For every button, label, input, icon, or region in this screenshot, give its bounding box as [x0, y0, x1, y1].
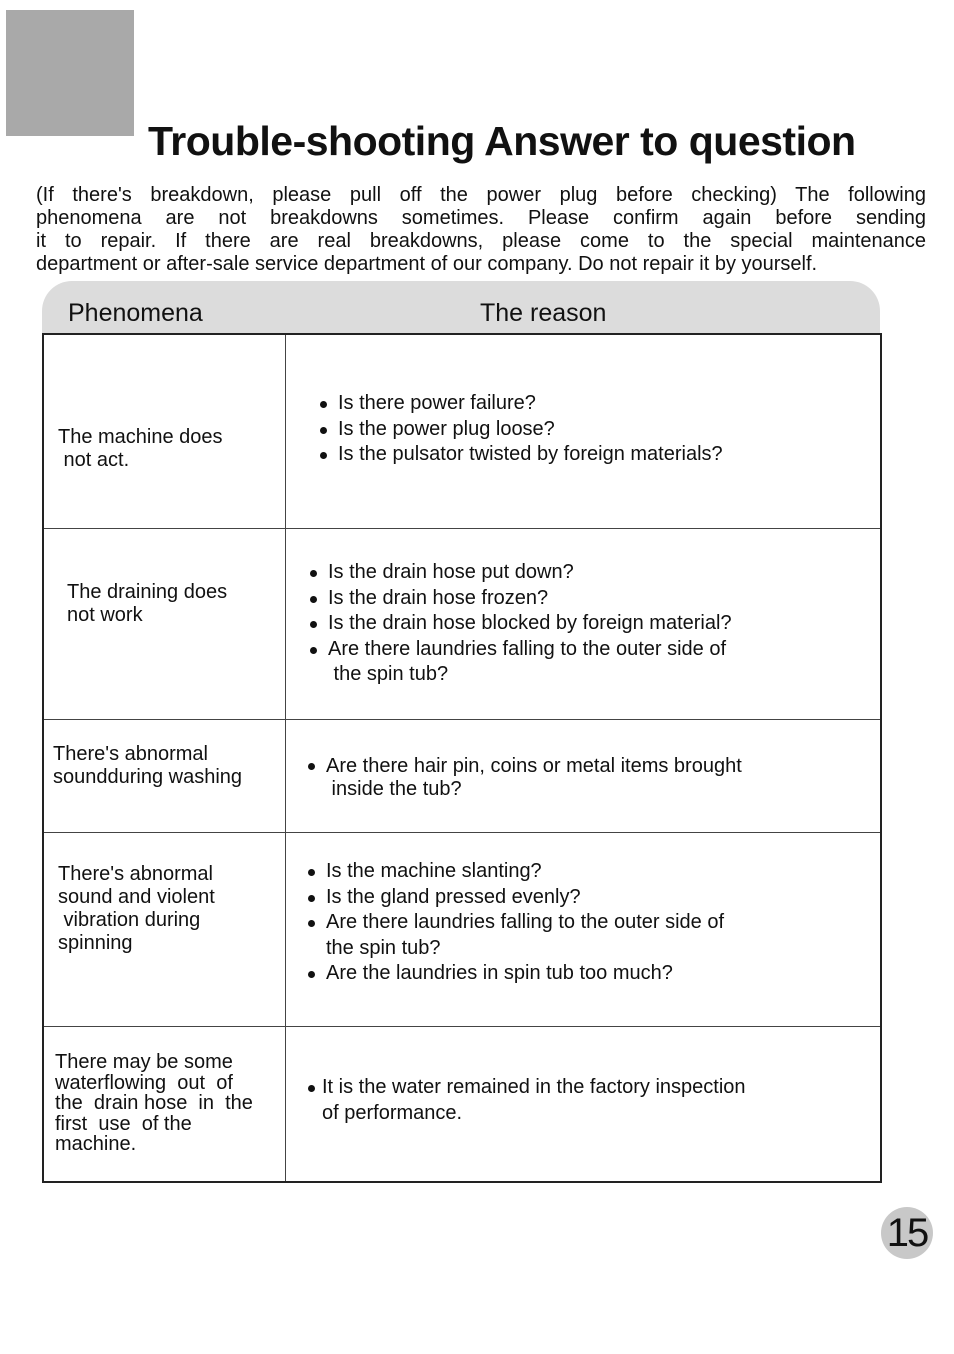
reason-list [306, 755, 742, 801]
list-item [306, 961, 724, 987]
reason-text: the spin tub? [328, 663, 449, 685]
phenomenon-cell [58, 426, 223, 472]
bullet-icon [308, 971, 315, 978]
header-phenomena: Phenomena [68, 299, 203, 327]
reason-list [306, 1075, 746, 1126]
phenomenon-line: not act. [58, 449, 130, 471]
phenomenon-line: not work [67, 604, 143, 626]
bullet-icon [310, 570, 317, 577]
reason-text: Are there hair pin, coins or metal items brought [326, 755, 742, 777]
phenomenon-cell [67, 581, 227, 627]
bullet-icon [308, 869, 315, 876]
reason-list [306, 859, 724, 987]
reason-text: of performance. [322, 1101, 463, 1124]
phenomenon-line: There's abnormal [58, 863, 213, 885]
header-reason: The reason [480, 299, 607, 327]
intro-line: it to repair. If there are real breakdowns, please come to the special maintenance [36, 230, 926, 252]
bullet-icon [320, 401, 327, 408]
table-row [44, 528, 880, 720]
list-item [308, 560, 732, 586]
table-row [44, 1026, 880, 1181]
bullet-icon [308, 1085, 315, 1092]
intro-line: (If there's breakdown, please pull off the power plug before checking) The following [36, 184, 926, 206]
bullet-icon [320, 452, 327, 459]
table-row [44, 719, 880, 833]
phenomenon-line: spinning [58, 932, 133, 954]
bullet-icon [308, 895, 315, 902]
list-item [318, 417, 723, 443]
table-row [44, 335, 880, 529]
reason-text: Is the gland pressed evenly? [326, 885, 581, 908]
bullet-icon [310, 596, 317, 603]
list-item [306, 1075, 746, 1126]
phenomenon-line: There may be some [55, 1051, 233, 1073]
list-item [308, 586, 732, 612]
table-header [42, 281, 880, 334]
list-item [318, 391, 723, 417]
phenomenon-line: The draining does [67, 581, 228, 603]
phenomenon-cell [55, 1052, 281, 1155]
reason-text: Are there laundries falling to the outer side of [326, 911, 725, 933]
reason-list [318, 391, 723, 468]
phenomenon-line: the drain hose in the [55, 1092, 253, 1114]
phenomenon-line: soundduring washing [53, 766, 243, 788]
phenomenon-line: waterflowing out of [55, 1071, 233, 1094]
trouble-table [42, 333, 882, 1183]
phenomenon-line: sound and violent [58, 886, 215, 908]
intro-paragraph [36, 184, 926, 276]
table-row [44, 832, 880, 1027]
list-item [306, 910, 724, 961]
reason-text: the spin tub? [326, 936, 441, 959]
page-title: Trouble-shooting Answer to question [148, 118, 856, 164]
reason-list [308, 560, 732, 688]
intro-line: department or after-sale service department of our company. Do not repair it by yourself. [36, 253, 818, 275]
bullet-icon [308, 920, 315, 927]
phenomenon-line: The machine does [58, 426, 223, 448]
reason-text: Are the laundries in spin tub too much? [326, 962, 673, 984]
reason-text: It is the water remained in the factory inspection [322, 1076, 746, 1098]
reason-text: Is the drain hose frozen? [328, 586, 549, 609]
intro-line: phenomena are not breakdowns sometimes. Please confirm again before sending [36, 207, 926, 229]
reason-text: Is the pulsator twisted by foreign materials? [338, 443, 723, 465]
list-item [308, 637, 732, 688]
list-item [318, 442, 723, 468]
reason-text: Is there power failure? [338, 392, 536, 414]
bullet-icon [320, 427, 327, 434]
phenomenon-line: There's abnormal [53, 743, 208, 765]
bullet-icon [310, 647, 317, 654]
phenomenon-cell [53, 743, 242, 789]
phenomenon-line: machine. [55, 1133, 137, 1155]
list-item [306, 859, 724, 885]
corner-decoration [6, 10, 134, 136]
bullet-icon [308, 763, 315, 770]
list-item [306, 885, 724, 911]
bullet-icon [310, 621, 317, 628]
reason-text: Is the machine slanting? [326, 860, 542, 882]
page-number: 15 [881, 1207, 933, 1259]
phenomenon-line: first use of the [55, 1112, 192, 1135]
reason-text: inside the tub? [326, 778, 462, 800]
phenomenon-line: vibration during [58, 909, 201, 931]
list-item [306, 755, 742, 801]
phenomenon-cell [58, 863, 215, 955]
reason-text: Are there laundries falling to the outer side of [328, 637, 727, 660]
list-item [308, 611, 732, 637]
reason-text: Is the drain hose put down? [328, 561, 574, 583]
reason-text: Is the power plug loose? [338, 417, 555, 440]
reason-text: Is the drain hose blocked by foreign material? [328, 612, 732, 634]
